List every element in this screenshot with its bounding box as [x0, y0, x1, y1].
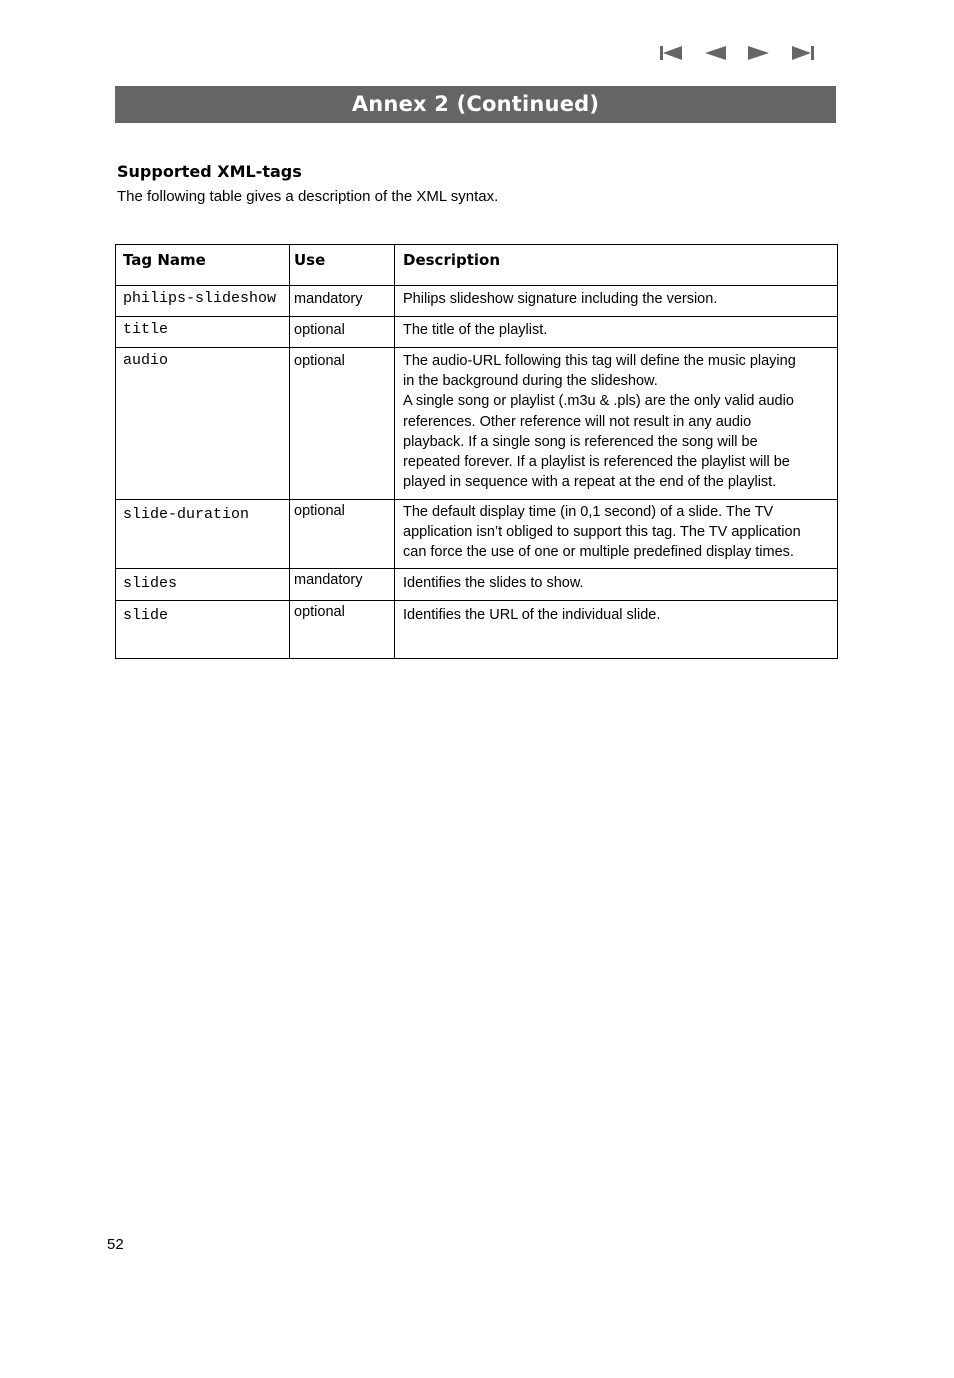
description-cell: [395, 569, 838, 601]
tag-name-cell: slide-duration: [116, 500, 290, 569]
header-tag-name: Tag Name: [116, 245, 290, 286]
description-line: The title of the playlist.: [403, 322, 548, 338]
page-title: Annex 2 (Continued): [351, 92, 600, 116]
tag-name-cell: title: [116, 317, 290, 348]
use-cell: mandatory: [290, 286, 395, 317]
page-number: 52: [107, 1236, 124, 1253]
header-description: Description: [395, 245, 838, 286]
next-icon[interactable]: [744, 42, 774, 64]
tag-name-cell: philips-slideshow: [116, 286, 290, 317]
description-cell: [395, 317, 838, 348]
description-line: played in sequence with a repeat at the end of the playlist.: [403, 474, 777, 491]
table-row: [116, 348, 838, 500]
tag-name-cell: audio: [116, 348, 290, 500]
description-cell: [395, 348, 838, 500]
table-row: [116, 569, 838, 601]
section-intro: The following table gives a description of the XML syntax.: [117, 188, 499, 205]
description-line: playback. If a single song is referenced the song will be: [403, 433, 758, 450]
description-line: in the background during the slideshow.: [403, 373, 658, 390]
table-row: [116, 317, 838, 348]
header-use: Use: [290, 245, 395, 286]
page-navigation: [656, 42, 820, 64]
description-cell: [395, 286, 838, 317]
use-cell: optional: [290, 348, 395, 500]
tag-name-cell: slide: [116, 601, 290, 659]
description-line: The default display time (in 0,1 second) of a slide. The TV: [403, 504, 774, 520]
description-line: application isn’t obliged to support this tag. The TV application: [403, 524, 801, 541]
description-line: The audio-URL following this tag will define the music playing: [403, 353, 796, 369]
description-line: repeated forever. If a playlist is referenced the playlist will be: [403, 454, 790, 471]
previous-icon[interactable]: [700, 42, 730, 64]
skip-first-icon[interactable]: [656, 42, 686, 64]
use-cell: optional: [290, 317, 395, 348]
skip-last-icon[interactable]: [788, 42, 818, 64]
table-header-row: [116, 245, 838, 286]
annex-banner: [115, 86, 836, 123]
use-cell: mandatory: [290, 569, 395, 601]
description-line: can force the use of one or multiple predefined display times.: [403, 544, 794, 561]
use-cell: optional: [290, 601, 395, 659]
table-row: [116, 500, 838, 569]
xml-tags-table: [115, 244, 838, 659]
description-cell: [395, 500, 838, 569]
description-line: references. Other reference will not result in any audio: [403, 413, 752, 430]
description-cell: [395, 601, 838, 659]
description-line: Identifies the slides to show.: [403, 575, 584, 591]
tag-name-cell: slides: [116, 569, 290, 601]
section-title: Supported XML-tags: [117, 162, 302, 181]
description-line: Identifies the URL of the individual slide.: [403, 607, 661, 623]
use-cell: optional: [290, 500, 395, 569]
table-row: [116, 286, 838, 317]
description-line: A single song or playlist (.m3u & .pls) are the only valid audio: [403, 393, 794, 410]
table-row: [116, 601, 838, 659]
description-line: Philips slideshow signature including the version.: [403, 291, 718, 307]
